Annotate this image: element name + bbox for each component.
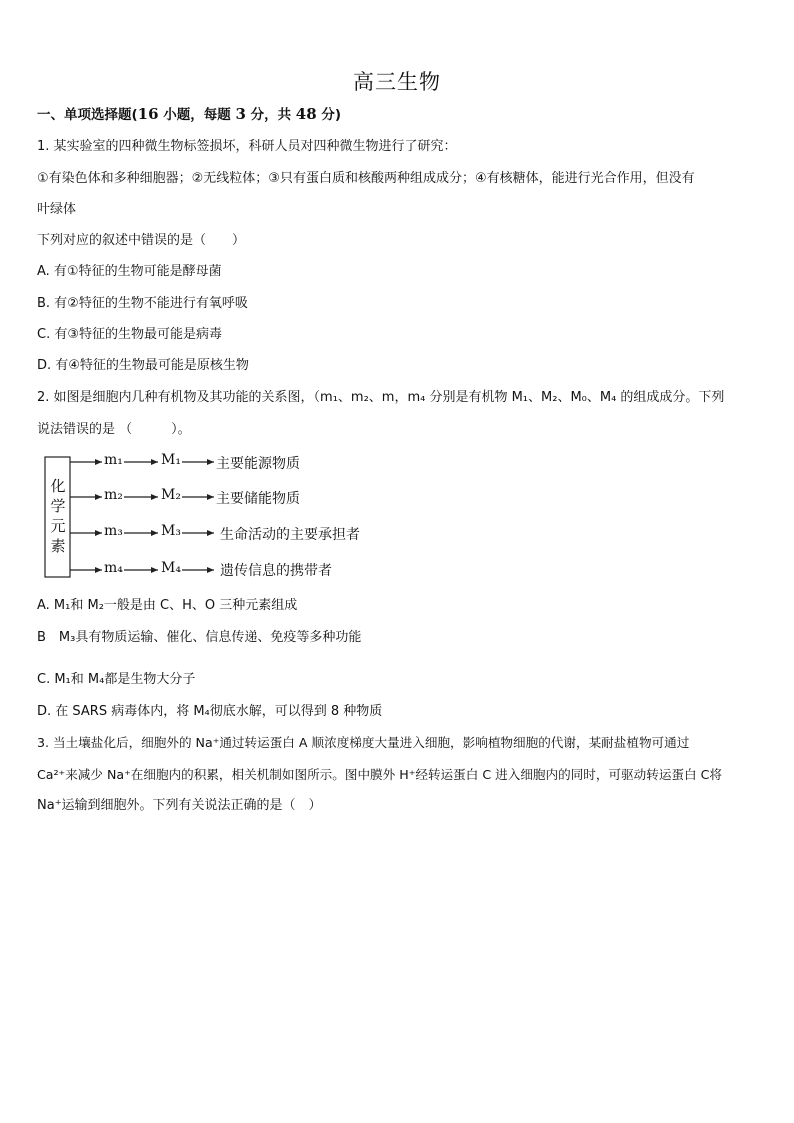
q2-option-c: C. M₁和 M₄都是生物大分子 (37, 672, 196, 687)
m4-label: m₄ (104, 560, 123, 576)
q1-prompt: 下列对应的叙述中错误的是（ ） (37, 233, 246, 248)
page-title: 高三生物 (353, 70, 441, 94)
q3-line2: Ca²⁺来减少 Na⁺在细胞内的积累，相关机制如图所示。图中膜外 H⁺经转运蛋白 C 进入细胞内的同时，可驱动转运蛋白 C将 (37, 767, 723, 782)
section-count: 16 (137, 105, 159, 123)
M3-function: 生命活动的主要承担者 (220, 527, 360, 543)
q1-stem: 1. 某实验室的四种微生物标签损坏，科研人员对四种微生物进行了研究： (37, 139, 457, 154)
q1-option-c: C. 有③特征的生物最可能是病毒 (37, 327, 222, 342)
section-mid1: 小题，每题 (158, 107, 236, 123)
m1-label: m₁ (104, 452, 123, 468)
q1-option-a: A. 有①特征的生物可能是酵母菌 (37, 264, 222, 279)
q1-option-d: D. 有④特征的生物最可能是原核生物 (37, 358, 249, 373)
organic-compounds-diagram (44, 452, 384, 582)
chemical-elements-label: 化学元素 (50, 477, 66, 555)
m2-label: m₂ (104, 487, 123, 503)
M1-function: 主要能源物质 (216, 456, 300, 472)
q2-option-d: D. 在 SARS 病毒体内，将 M₄彻底水解，可以得到 8 种物质 (37, 704, 383, 719)
diagram-lines (44, 452, 384, 582)
M2-label: M₂ (161, 487, 181, 503)
section-prefix: 一、单项选择题( (37, 107, 138, 123)
q2-option-b: B M₃具有物质运输、催化、信息传递、免疫等多种功能 (37, 630, 362, 645)
M2-function: 主要储能物质 (216, 491, 300, 507)
q3-line1: 3. 当土壤盐化后，细胞外的 Na⁺通过转运蛋白 A 顺浓度梯度大量进入细胞，影响植物细胞的代谢，某耐盐植物可通过 (37, 735, 690, 750)
M4-function: 遗传信息的携带者 (220, 563, 332, 579)
section-total: 48 (295, 105, 317, 123)
q1-features-line2: 叶绿体 (37, 202, 77, 217)
M3-label: M₃ (161, 523, 181, 539)
section-suffix: 分) (316, 107, 342, 123)
q1-option-b: B. 有②特征的生物不能进行有氧呼吸 (37, 296, 248, 311)
q2-stem-line1: 2. 如图是细胞内几种有机物及其功能的关系图，（m₁、m₂、m，m₄ 分别是有机物 M₁、M₂、M₀、M₄ 的组成成分。下列 (37, 390, 725, 405)
q2-stem-line2: 说法错误的是 （ ）。 (37, 422, 191, 437)
section-heading (37, 105, 341, 124)
m3-label: m₃ (104, 523, 123, 539)
M4-label: M₄ (161, 560, 181, 576)
q1-features-line1: ①有染色体和多种细胞器；②无线粒体；③只有蛋白质和核酸两种组成成分；④有核糖体，能进行光合作用，但没有 (37, 171, 695, 186)
M1-label: M₁ (161, 452, 181, 468)
section-mid2: 分，共 (245, 107, 296, 123)
q3-line3: Na⁺运输到细胞外。下列有关说法正确的是（ ） (37, 798, 322, 813)
section-points: 3 (235, 105, 246, 123)
q2-option-a: A. M₁和 M₂一般是由 C、H、O 三种元素组成 (37, 598, 298, 613)
